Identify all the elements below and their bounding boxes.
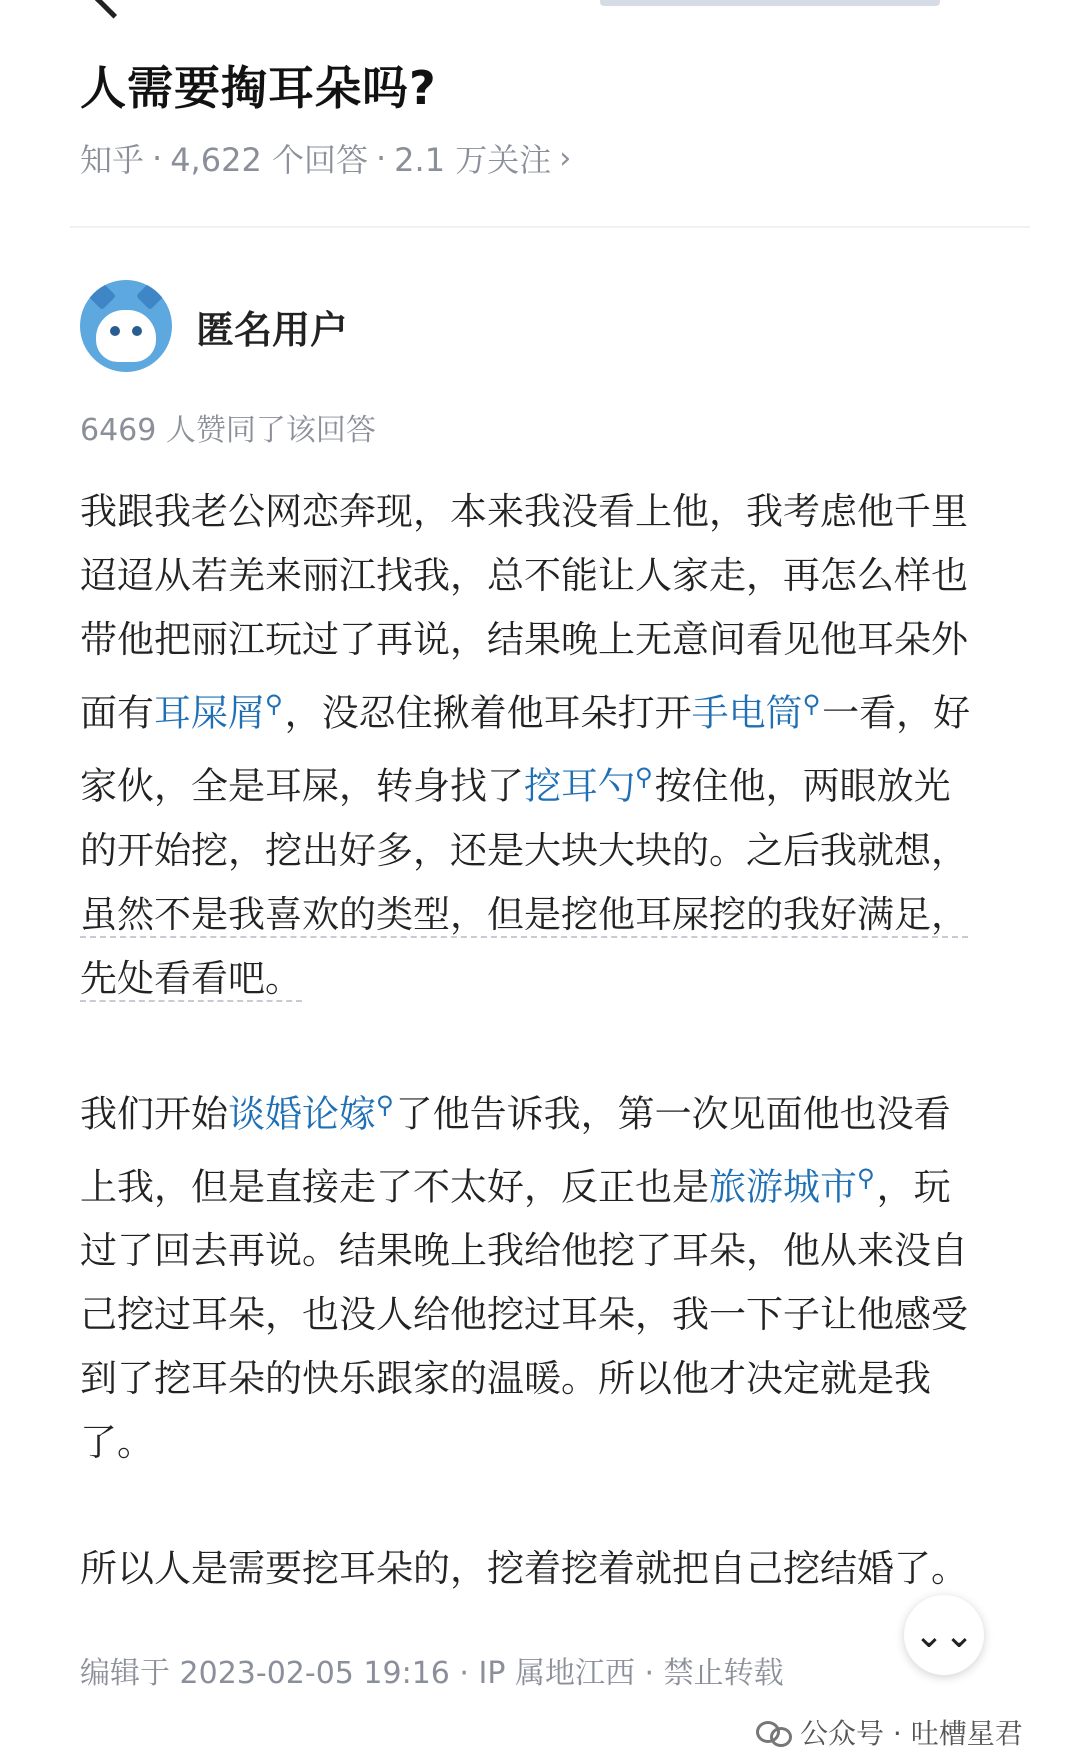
search-icon[interactable]: ⚲ [802,690,821,718]
answer-text: 所以人是需要挖耳朵的，挖着挖着就把自己挖结婚了。 [80,1547,968,1591]
answer-text: ，玩过了回去再说。结果晚上我给他挖了耳朵，他从来没自己挖过耳朵，也没人给他挖过耳朵，我一下子让他感受到了挖耳朵的快乐跟家的温暖。所以他才决定就是我了。 [80,1165,968,1465]
watermark-text: 公众号 · 吐槽星君 [800,1717,1023,1750]
divider [70,226,1030,228]
answer-text: 虽然不是我喜欢的类型，但是挖他耳屎挖的我好满足，先处看看吧。 [80,892,968,1000]
avatar-ear-icon [136,282,164,310]
question-meta[interactable] [80,135,571,181]
search-icon[interactable]: ⚲ [265,690,283,718]
answer-body [80,480,980,1663]
author-name[interactable]: 匿名用户 [196,307,349,352]
collapse-button[interactable] [904,1595,984,1675]
top-bar [0,0,1080,20]
upvote-count: 6469 人赞同了该回答 [80,413,376,448]
search-icon[interactable]: ⚲ [376,1090,394,1119]
wechat-icon [756,1719,792,1745]
search-link[interactable]: 旅游城市 [709,1165,857,1209]
search-link[interactable]: 谈婚论嫁 [228,1091,376,1135]
back-arrow-icon[interactable] [94,0,132,19]
answer-text: 我们开始 [80,1091,228,1135]
top-actions[interactable] [600,0,940,6]
answer-text: 一看，好家伙，全是耳屎，转身找了 [80,691,971,808]
answer-text: ，没忍住揪着他耳朵打开 [284,691,692,735]
answer-paragraph-3 [80,1537,980,1601]
answer-paragraph-1 [80,480,980,1011]
answer-paragraph-2 [80,1073,980,1476]
avatar-ear-icon [88,282,116,310]
avatar-eye-icon [132,326,142,336]
meta-separator: · [152,139,163,177]
answer-count: 4,622 个回答 [170,141,368,179]
answer-text: 按住他，两眼放光的开始挖，挖出好多，还是大块大块的。之后我就想， [80,764,968,872]
search-icon[interactable]: ⚲ [857,1163,875,1192]
watermark [756,1712,1023,1752]
avatar[interactable] [80,280,172,372]
source-label: 知乎 [80,141,145,179]
meta-separator: · [375,139,387,177]
answer-text: 了他告诉我，第一次见面他也没看上我，但是直接走了不太好，反正也是 [80,1091,951,1209]
answer-text: 我跟我老公网恋奔现，本来我没看上他，我考虑他千里迢迢从若羌来丽江找我，总不能让人家走，再怎么样也带他把丽江玩过了再说，结果晚上无意间看见他耳朵外面有 [80,490,968,735]
search-link[interactable]: 手电筒 [691,691,803,735]
double-chevron-down-icon: ⌄⌄ [913,1614,975,1656]
avatar-face-icon [96,310,156,362]
edit-info: 编辑于 2023-02-05 19:16 · IP 属地江西 · 禁止转载 [80,1656,784,1691]
follower-count: 2.1 万关注 [394,141,552,179]
author-row[interactable] [80,280,348,372]
search-icon[interactable]: ⚲ [635,763,653,792]
search-link[interactable]: 挖耳勺 [524,764,635,808]
question-title[interactable]: 人需要掏耳朵吗? [80,61,437,115]
avatar-eye-icon [110,326,120,336]
search-link[interactable]: 耳屎屑 [154,691,265,735]
chevron-right-icon: › [559,140,572,176]
